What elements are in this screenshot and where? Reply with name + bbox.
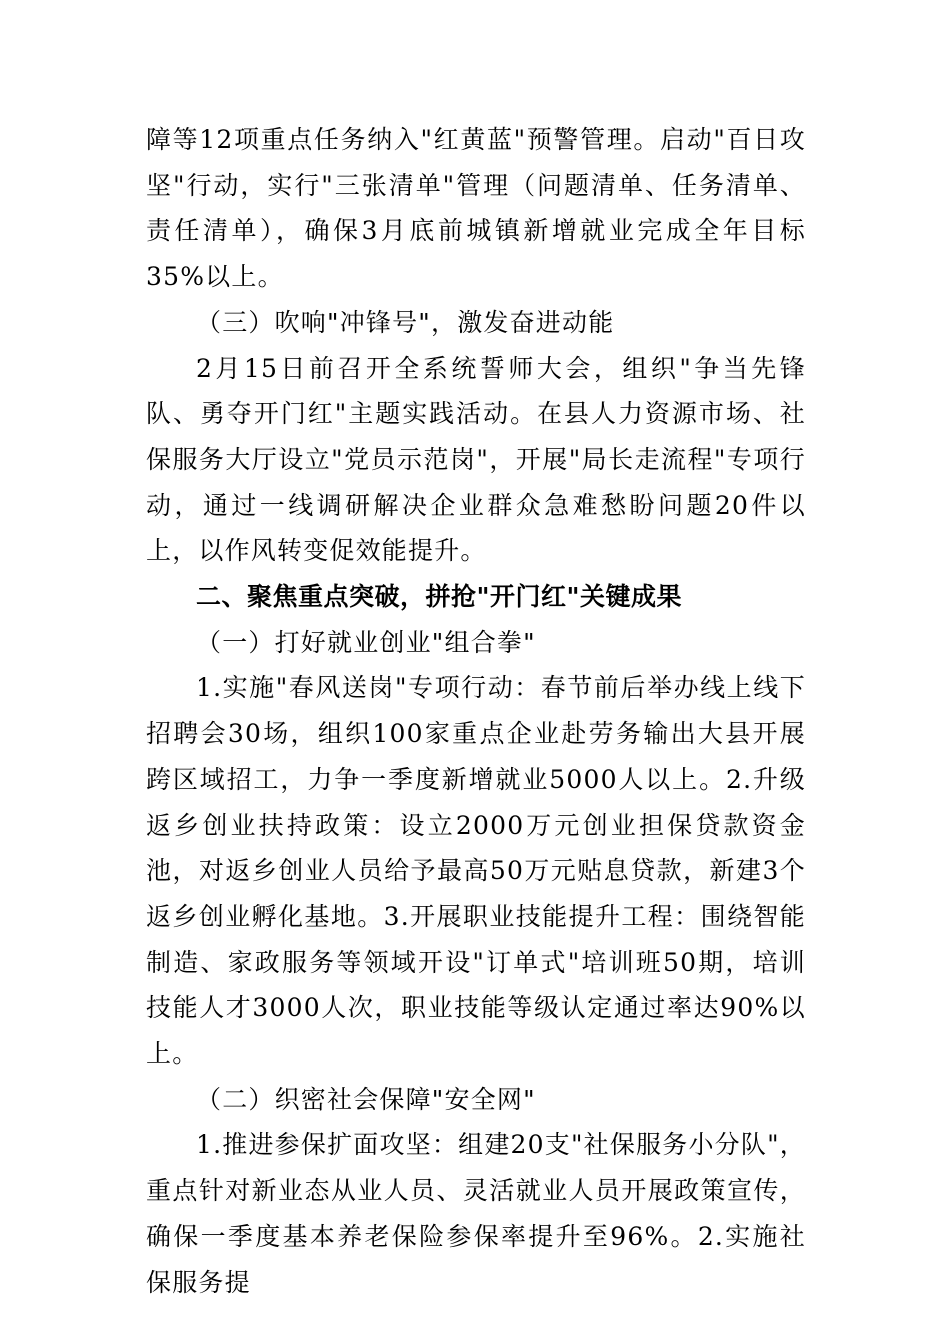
document-body [146,117,806,1305]
paragraph-oath-meeting: 2月15日前召开全系统誓师大会，组织"争当先锋队、勇夺开门红"主题实践活动。在县人力资源市场、社保服务大厅设立"党员示范岗"，开展"局长走流程"专项行动，通过一线调研解决企业群众急难愁盼问题20件以上，以作风转变促效能提升。 [146,353,806,566]
paragraph-social-security: 1.推进参保扩面攻坚：组建20支"社保服务小分队"，重点针对新业态从业人员、灵活就业人员开展政策宣传，确保一季度基本养老保险参保率提升至96%。2.实施社保服务提 [146,1130,806,1297]
paragraph-employment: 1.实施"春风送岗"专项行动：春节前后举办线上线下招聘会30场，组织100家重点企业赴劳务输出大县开展跨区域招工，力争一季度新增就业5000人以上。2.升级返乡创业扶持政策：设立2000万元创业担保贷款资金池，对返乡创业人员给予最高50万元贴息贷款，新建3个返乡创业孵化基地。3.开展职业技能提升工程：围绕智能制造、家政服务等领域开设"订单式"培训班50期，培训技能人才3000人次，职业技能等级认定通过率达90%以上。 [146,673,806,1069]
paragraph-continued: 障等12项重点任务纳入"红黄蓝"预警管理。启动"百日攻坚"行动，实行"三张清单"管理（问题清单、任务清单、责任清单），确保3月底前城镇新增就业完成全年目标35%以上。 [146,125,806,292]
subheading-3: （三）吹响"冲锋号"，激发奋进动能 [196,307,615,337]
subheading-1: （一）打好就业创业"组合拳" [196,627,536,657]
subheading-2: （二）织密社会保障"安全网" [196,1084,536,1114]
section-heading-2: 二、聚焦重点突破，拼抢"开门红"关键成果 [196,582,683,612]
